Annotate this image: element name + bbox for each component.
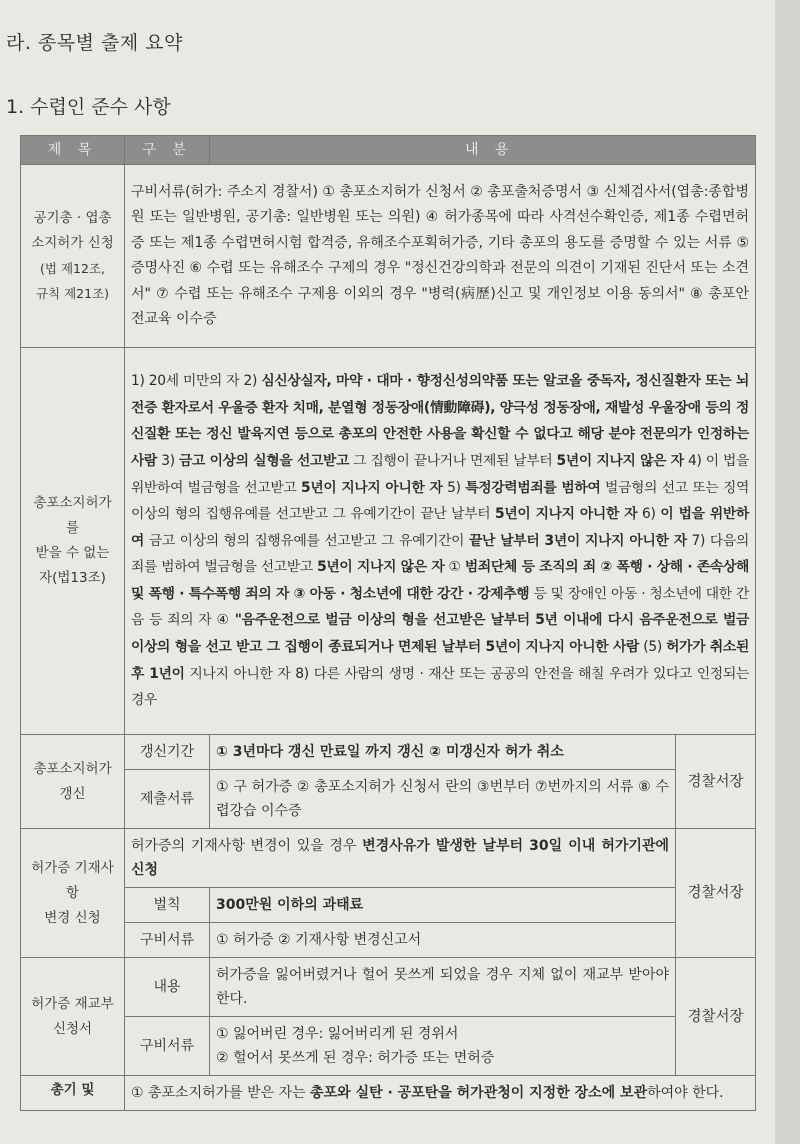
table-header-row <box>21 136 756 165</box>
requirements-table <box>20 135 756 1111</box>
subject-line: 총포소지허가 <box>33 760 112 777</box>
text-span: (5) <box>639 639 667 656</box>
row-subject-cell <box>21 735 125 829</box>
row-content-cell <box>125 1076 756 1111</box>
table-row <box>21 770 756 829</box>
text-emphasis: 끝난 날부터 3년이 지나지 아니한 자 <box>469 532 687 549</box>
text-emphasis: ① 3년마다 갱신 만료일 까지 갱신 ② 미갱신자 허가 취소 <box>216 744 564 760</box>
authority-cell: 경찰서장 <box>676 735 756 829</box>
row-content-cell: 구비서류(허가: 주소지 경찰서) ① 총포소지허가 신청서 ② 총포출처증명서 ③ 신체검사서(엽총:종합병원 또는 일반병원, 공기총: 일반병원 또는 의원) ④ 허가종목에 따라 사격선수확인증, 제1종 수렵면허증 또는 제1종 수렵면허시험 합격증, 유해조수포획허가증, 기타 총포의 용도를 증명할 수 있는 서류 ⑤ 증명사진 ⑥ 수렵 또는 유해조수 구제의 경우 "정신건강의학과 전문의 의견이 기재된 진단서 또는 소견서" ⑦ 수렵 또는 유해조수 구제용 이외의 경우 "병력(病歷)신고 및 개인정보 이용 동의서" ⑧ 총포안전교육 이수증 <box>125 165 756 348</box>
category-label: 구비서류 <box>125 923 210 958</box>
text-span: 7) 다음의 죄를 범하여 벌금형을 선고받고 <box>131 532 749 576</box>
table-row <box>21 829 756 888</box>
row-content-cell: 허가증을 잃어버렸거나 헐어 못쓰게 되었을 경우 지체 없이 재교부 받아야 한다. <box>210 958 676 1017</box>
text-span: 금고 이상의 형의 집행유예를 선고받고 그 유예기간이 <box>144 532 469 549</box>
table-row <box>21 735 756 770</box>
subject-line: 갱신 <box>59 785 86 802</box>
authority-cell: 경찰서장 <box>676 958 756 1076</box>
text-emphasis: 5년이 지나지 아니한 자 <box>495 506 638 523</box>
text-span: ① <box>444 559 465 576</box>
row-subject-cell <box>21 165 125 348</box>
text-emphasis: 이 법을 위반하여 <box>131 506 749 549</box>
text-span: 허가증의 기재사항 변경이 있을 경우 <box>131 838 363 854</box>
content-line: ① 잃어버린 경우: 잃어버리게 된 경위서 <box>216 1026 459 1042</box>
text-emphasis: 변경사유가 발생한 날부터 30일 이내 허가기관에 신청 <box>131 838 669 878</box>
table-row <box>21 958 756 1017</box>
row-subject-cell <box>21 348 125 735</box>
table-row <box>21 888 756 923</box>
subject-line: 공기총 · 엽총 <box>33 210 112 226</box>
table-row <box>21 923 756 958</box>
category-label: 제출서류 <box>125 770 210 829</box>
text-emphasis: 심신상실자, 마약 · 대마 · 향정신성의약품 또는 알코올 중독자, 정신질환자 또는 뇌전증 환자로서 우울증 환자 치매, 분열형 정동장애(情動障碍), 양극성 정동장애, 재발성 우울장애 등의 정신질환 또는 정신 발육지연 등으로 총포의 안전한 사용을 확신할 수 없다고 해당 분야 전문의가 인정하는 사람 <box>131 373 749 469</box>
subject-line: 총포소지허가를 <box>33 495 112 536</box>
category-label: 구비서류 <box>125 1017 210 1076</box>
text-emphasis: 총포와 실탄 · 공포탄을 허가관청이 지정한 장소에 보관 <box>310 1085 648 1101</box>
text-span: 4) 이 법을 위반하여 벌금형을 선고받고 <box>131 452 749 496</box>
subject-line: 허가증 재교부 <box>31 995 114 1012</box>
text-span: 6) <box>637 506 661 523</box>
table-row <box>21 1076 756 1111</box>
subject-line: 받을 수 없는 <box>35 545 110 561</box>
subject-line: 자(법13조) <box>39 570 106 586</box>
table-row <box>21 165 756 348</box>
text-emphasis: 허가가 취소된 후 1년이 <box>131 639 749 682</box>
text-emphasis: 특정강력범죄를 범하여 <box>465 479 601 496</box>
category-label: 내용 <box>125 958 210 1017</box>
subject-line: 소지허가 신청 <box>31 235 114 251</box>
text-emphasis: 범죄단체 등 조직의 죄 ② 폭행 · 상해 · 존속상해 및 폭행 · 특수폭행 죄의 자 ③ 아동 · 청소년에 대한 강간 · 강제추행 <box>131 559 750 602</box>
header-category: 구 분 <box>125 136 210 165</box>
text-emphasis: 5년이 지나지 않은 자 <box>317 559 445 576</box>
subject-line: 총기 및 <box>50 1082 95 1098</box>
subject-note: (법 제12조, <box>40 261 105 276</box>
row-subject-cell <box>21 1076 125 1111</box>
text-span: 그 집행이 끝나거나 면제된 날부터 <box>349 452 557 469</box>
text-emphasis: 5년이 지나지 않은 자 <box>556 452 684 469</box>
row-content-cell: ① 구 허가증 ② 총포소지허가 신청서 란의 ③번부터 ⑦번까지의 서류 ⑧ 수렵강습 이수증 <box>210 770 676 829</box>
row-content-cell: ① 허가증 ② 기재사항 변경신고서 <box>210 923 676 958</box>
text-emphasis: 300만원 이하의 과태료 <box>216 897 364 913</box>
row-content-cell <box>210 1017 676 1076</box>
row-content-cell <box>210 888 676 923</box>
subject-line: 허가증 기재사항 <box>31 859 114 901</box>
table-row <box>21 348 756 735</box>
page-edge-shadow <box>775 0 800 1144</box>
text-emphasis: 5년이 지나지 아니한 자 <box>301 479 443 496</box>
text-span: 지나지 아니한 자 8) 다른 사람의 생명 · 재산 또는 공공의 안전을 해칠 우려가 있다고 인정되는 경우 <box>131 665 750 709</box>
text-span: 벌금형의 선고 또는 징역 이상의 형의 집행유예를 선고받고 그 유예기간이 끝난 날부터 <box>131 479 750 523</box>
row-subject-cell <box>21 829 125 958</box>
row-content-cell <box>125 348 756 735</box>
row-content-cell <box>125 829 676 888</box>
header-subject: 제 목 <box>21 136 125 165</box>
row-subject-cell <box>21 958 125 1076</box>
header-content: 내 용 <box>210 136 756 165</box>
text-span: 등 및 장애인 아동 · 청소년에 대한 간음 등 죄의 자 ④ <box>131 585 749 629</box>
text-span: 5) <box>442 479 466 496</box>
subsection-title: 1. 수렵인 준수 사항 <box>6 96 171 118</box>
text-emphasis: 금고 이상의 실형을 선고받고 <box>178 452 350 469</box>
text-span: 하여야 한다. <box>647 1085 724 1101</box>
content-line: ② 헐어서 못쓰게 된 경우: 허가증 또는 면허증 <box>216 1050 495 1066</box>
text-span: 3) <box>157 452 179 469</box>
authority-cell: 경찰서장 <box>676 829 756 958</box>
section-title: 라. 종목별 출제 요약 <box>6 32 183 54</box>
category-label: 갱신기간 <box>125 735 210 770</box>
table-row <box>21 1017 756 1076</box>
subject-line: 변경 신청 <box>44 909 101 926</box>
subject-line: 신청서 <box>52 1020 93 1037</box>
text-span: ① 총포소지허가를 받은 자는 <box>131 1085 311 1101</box>
text-span: 1) 20세 미만의 자 2) <box>131 373 262 390</box>
subject-note: 규칙 제21조) <box>35 286 110 301</box>
row-content-cell <box>210 735 676 770</box>
category-label: 벌칙 <box>125 888 210 923</box>
text-emphasis: "음주운전으로 벌금 이상의 형을 선고받은 날부터 5년 이내에 다시 음주운전으로 벌금 이상의 형을 선고 받고 그 집행이 종료되거나 면제된 날부터 5년이 지나지 아니한 사람 <box>131 612 749 656</box>
